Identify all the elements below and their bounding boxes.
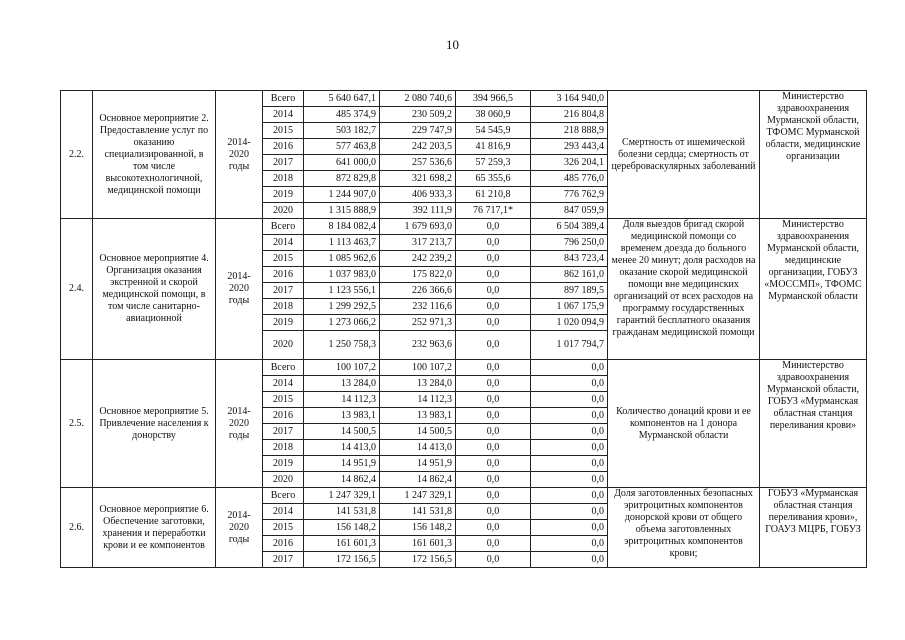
year-cell: 2014 xyxy=(263,376,304,392)
total-cell: 1 037 983,0 xyxy=(304,267,380,283)
federal-budget-cell: 0,0 xyxy=(456,235,531,251)
regional-budget-cell: 100 107,2 xyxy=(380,360,456,376)
year-cell: 2016 xyxy=(263,267,304,283)
total-cell: 1 244 907,0 xyxy=(304,187,380,203)
federal-budget-cell: 0,0 xyxy=(456,283,531,299)
period: 2014-2020 годы xyxy=(216,360,263,488)
table-row xyxy=(61,488,867,504)
total-cell: 1 273 066,2 xyxy=(304,315,380,331)
regional-budget-cell: 13 284,0 xyxy=(380,376,456,392)
year-cell: 2014 xyxy=(263,504,304,520)
total-cell: 1 113 463,7 xyxy=(304,235,380,251)
regional-budget-cell: 257 536,6 xyxy=(380,155,456,171)
executor-cell: Министерство здравоохранения Мурманской области, медицинские организации, ГОБУЗ «МОССМП», ТФОМС Мурманской области xyxy=(760,219,867,360)
other-sources-cell: 1 020 094,9 xyxy=(531,315,608,331)
measure-name: Основное мероприятие 5. Привлечение населения к донорству xyxy=(93,360,216,488)
federal-budget-cell: 61 210,8 xyxy=(456,187,531,203)
other-sources-cell: 897 189,5 xyxy=(531,283,608,299)
total-cell: 1 123 556,1 xyxy=(304,283,380,299)
total-cell: 13 983,1 xyxy=(304,408,380,424)
regional-budget-cell: 232 116,6 xyxy=(380,299,456,315)
other-sources-cell: 0,0 xyxy=(531,504,608,520)
regional-budget-cell: 406 933,3 xyxy=(380,187,456,203)
year-cell: 2017 xyxy=(263,424,304,440)
other-sources-cell: 3 164 940,0 xyxy=(531,91,608,107)
total-cell: 1 085 962,6 xyxy=(304,251,380,267)
total-cell: 8 184 082,4 xyxy=(304,219,380,235)
year-cell: 2016 xyxy=(263,408,304,424)
total-cell: 14 951,9 xyxy=(304,456,380,472)
year-cell: 2014 xyxy=(263,235,304,251)
other-sources-cell: 1 017 794,7 xyxy=(531,331,608,360)
total-cell: 1 299 292,5 xyxy=(304,299,380,315)
regional-budget-cell: 232 963,6 xyxy=(380,331,456,360)
total-cell: 641 000,0 xyxy=(304,155,380,171)
year-cell: 2014 xyxy=(263,107,304,123)
federal-budget-cell: 0,0 xyxy=(456,520,531,536)
federal-budget-cell: 76 717,1* xyxy=(456,203,531,219)
total-cell: 172 156,5 xyxy=(304,552,380,568)
table-row xyxy=(61,91,867,107)
measure-name: Основное мероприятие 2. Предоставление услуг по оказанию специализированной, в том числе высокотехнологичной, медицинской помощи xyxy=(93,91,216,219)
regional-budget-cell: 321 698,2 xyxy=(380,171,456,187)
year-cell: 2015 xyxy=(263,123,304,139)
page-number: 10 xyxy=(446,37,459,52)
total-cell: 14 862,4 xyxy=(304,472,380,488)
federal-budget-cell: 0,0 xyxy=(456,360,531,376)
federal-budget-cell: 0,0 xyxy=(456,552,531,568)
other-sources-cell: 847 059,9 xyxy=(531,203,608,219)
indicator-cell: Доля выездов бригад скорой медицинской помощи со временем доезда до больного менее 20 минут; доля расходов на оказание скорой медицинской помощи вне медицинских организаций от всех расходов на программу государственных гарантий бесплатного оказания гражданам медицинской помощи xyxy=(608,219,760,360)
item-number: 2.6. xyxy=(61,488,93,568)
total-cell: 161 601,3 xyxy=(304,536,380,552)
other-sources-cell: 0,0 xyxy=(531,488,608,504)
regional-budget-cell: 13 983,1 xyxy=(380,408,456,424)
other-sources-cell: 485 776,0 xyxy=(531,171,608,187)
federal-budget-cell: 0,0 xyxy=(456,251,531,267)
year-cell: 2017 xyxy=(263,552,304,568)
year-cell: 2019 xyxy=(263,456,304,472)
federal-budget-cell: 0,0 xyxy=(456,424,531,440)
indicator-cell: Смертность от ишемической болезни сердца; смертность от цереброваскулярных заболеваний xyxy=(608,91,760,219)
other-sources-cell: 216 804,8 xyxy=(531,107,608,123)
other-sources-cell: 862 161,0 xyxy=(531,267,608,283)
total-cell: 1 250 758,3 xyxy=(304,331,380,360)
regional-budget-cell: 172 156,5 xyxy=(380,552,456,568)
other-sources-cell: 326 204,1 xyxy=(531,155,608,171)
regional-budget-cell: 1 679 693,0 xyxy=(380,219,456,235)
federal-budget-cell: 0,0 xyxy=(456,488,531,504)
federal-budget-cell: 65 355,6 xyxy=(456,171,531,187)
table-row xyxy=(61,219,867,235)
federal-budget-cell: 38 060,9 xyxy=(456,107,531,123)
federal-budget-cell: 0,0 xyxy=(456,299,531,315)
item-number: 2.4. xyxy=(61,219,93,360)
period: 2014-2020 годы xyxy=(216,488,263,568)
other-sources-cell: 0,0 xyxy=(531,424,608,440)
total-cell: 14 112,3 xyxy=(304,392,380,408)
other-sources-cell: 293 443,4 xyxy=(531,139,608,155)
federal-budget-cell: 0,0 xyxy=(456,504,531,520)
year-cell: 2015 xyxy=(263,520,304,536)
measure-name: Основное мероприятие 6. Обеспечение заготовки, хранения и переработки крови и ее компонентов xyxy=(93,488,216,568)
federal-budget-cell: 0,0 xyxy=(456,331,531,360)
other-sources-cell: 0,0 xyxy=(531,392,608,408)
federal-budget-cell: 0,0 xyxy=(456,267,531,283)
other-sources-cell: 0,0 xyxy=(531,440,608,456)
federal-budget-cell: 0,0 xyxy=(456,219,531,235)
period: 2014-2020 годы xyxy=(216,219,263,360)
total-cell: 156 148,2 xyxy=(304,520,380,536)
federal-budget-cell: 0,0 xyxy=(456,376,531,392)
federal-budget-cell: 0,0 xyxy=(456,440,531,456)
other-sources-cell: 796 250,0 xyxy=(531,235,608,251)
other-sources-cell: 0,0 xyxy=(531,552,608,568)
federal-budget-cell: 0,0 xyxy=(456,392,531,408)
indicator-cell: Доля заготовленных безопасных эритроцитных компонентов донорской крови от общего объема заготовленных эритроцитных компонентов крови; xyxy=(608,488,760,568)
other-sources-cell: 0,0 xyxy=(531,456,608,472)
executor-cell: Министерство здравоохранения Мурманской области, ТФОМС Мурманской области, медицинские организации xyxy=(760,91,867,219)
executor-cell: ГОБУЗ «Мурманская областная станция переливания крови», ГОАУЗ МЦРБ, ГОБУЗ xyxy=(760,488,867,568)
period: 2014-2020 годы xyxy=(216,91,263,219)
year-cell: 2019 xyxy=(263,187,304,203)
regional-budget-cell: 1 247 329,1 xyxy=(380,488,456,504)
regional-budget-cell: 230 509,2 xyxy=(380,107,456,123)
regional-budget-cell: 161 601,3 xyxy=(380,536,456,552)
other-sources-cell: 0,0 xyxy=(531,536,608,552)
federal-budget-cell: 0,0 xyxy=(456,408,531,424)
year-cell: 2016 xyxy=(263,139,304,155)
regional-budget-cell: 14 500,5 xyxy=(380,424,456,440)
total-cell: 141 531,8 xyxy=(304,504,380,520)
year-cell: 2018 xyxy=(263,299,304,315)
total-cell: 100 107,2 xyxy=(304,360,380,376)
measure-name: Основное мероприятие 4. Организация оказания экстренной и скорой медицинской помощи, в том числе санитарно-авиационной xyxy=(93,219,216,360)
federal-budget-cell: 0,0 xyxy=(456,315,531,331)
total-cell: 1 315 888,9 xyxy=(304,203,380,219)
table-body xyxy=(61,91,867,568)
regional-budget-cell: 14 413,0 xyxy=(380,440,456,456)
year-cell: 2015 xyxy=(263,251,304,267)
year-cell: 2019 xyxy=(263,315,304,331)
year-cell: 2015 xyxy=(263,392,304,408)
total-cell: 503 182,7 xyxy=(304,123,380,139)
executor-cell: Министерство здравоохранения Мурманской области, ГОБУЗ «Мурманская областная станция переливания крови» xyxy=(760,360,867,488)
total-cell: 13 284,0 xyxy=(304,376,380,392)
total-cell: 577 463,8 xyxy=(304,139,380,155)
year-cell: 2018 xyxy=(263,171,304,187)
total-cell: 5 640 647,1 xyxy=(304,91,380,107)
federal-budget-cell: 54 545,9 xyxy=(456,123,531,139)
year-cell: 2016 xyxy=(263,536,304,552)
federal-budget-cell: 394 966,5 xyxy=(456,91,531,107)
regional-budget-cell: 2 080 740,6 xyxy=(380,91,456,107)
regional-budget-cell: 242 203,5 xyxy=(380,139,456,155)
year-cell: 2017 xyxy=(263,155,304,171)
year-cell: 2017 xyxy=(263,283,304,299)
federal-budget-cell: 57 259,3 xyxy=(456,155,531,171)
other-sources-cell: 6 504 389,4 xyxy=(531,219,608,235)
regional-budget-cell: 14 951,9 xyxy=(380,456,456,472)
total-cell: 1 247 329,1 xyxy=(304,488,380,504)
regional-budget-cell: 156 148,2 xyxy=(380,520,456,536)
year-cell: Всего xyxy=(263,488,304,504)
year-cell: 2020 xyxy=(263,203,304,219)
year-cell: Всего xyxy=(263,91,304,107)
other-sources-cell: 0,0 xyxy=(531,472,608,488)
program-table xyxy=(60,90,867,568)
other-sources-cell: 1 067 175,9 xyxy=(531,299,608,315)
regional-budget-cell: 252 971,3 xyxy=(380,315,456,331)
federal-budget-cell: 0,0 xyxy=(456,536,531,552)
other-sources-cell: 776 762,9 xyxy=(531,187,608,203)
federal-budget-cell: 0,0 xyxy=(456,472,531,488)
regional-budget-cell: 242 239,2 xyxy=(380,251,456,267)
year-cell: 2020 xyxy=(263,472,304,488)
item-number: 2.2. xyxy=(61,91,93,219)
other-sources-cell: 0,0 xyxy=(531,376,608,392)
federal-budget-cell: 0,0 xyxy=(456,456,531,472)
other-sources-cell: 0,0 xyxy=(531,520,608,536)
year-cell: 2018 xyxy=(263,440,304,456)
total-cell: 14 413,0 xyxy=(304,440,380,456)
regional-budget-cell: 226 366,6 xyxy=(380,283,456,299)
indicator-cell: Количество донаций крови и ее компонентов на 1 донора Мурманской области xyxy=(608,360,760,488)
other-sources-cell: 843 723,4 xyxy=(531,251,608,267)
item-number: 2.5. xyxy=(61,360,93,488)
federal-budget-cell: 41 816,9 xyxy=(456,139,531,155)
regional-budget-cell: 141 531,8 xyxy=(380,504,456,520)
regional-budget-cell: 229 747,9 xyxy=(380,123,456,139)
other-sources-cell: 0,0 xyxy=(531,360,608,376)
total-cell: 872 829,8 xyxy=(304,171,380,187)
other-sources-cell: 218 888,9 xyxy=(531,123,608,139)
other-sources-cell: 0,0 xyxy=(531,408,608,424)
year-cell: Всего xyxy=(263,219,304,235)
regional-budget-cell: 175 822,0 xyxy=(380,267,456,283)
year-cell: 2020 xyxy=(263,331,304,360)
year-cell: Всего xyxy=(263,360,304,376)
table-row xyxy=(61,360,867,376)
regional-budget-cell: 14 862,4 xyxy=(380,472,456,488)
total-cell: 485 374,9 xyxy=(304,107,380,123)
total-cell: 14 500,5 xyxy=(304,424,380,440)
regional-budget-cell: 14 112,3 xyxy=(380,392,456,408)
regional-budget-cell: 317 213,7 xyxy=(380,235,456,251)
regional-budget-cell: 392 111,9 xyxy=(380,203,456,219)
